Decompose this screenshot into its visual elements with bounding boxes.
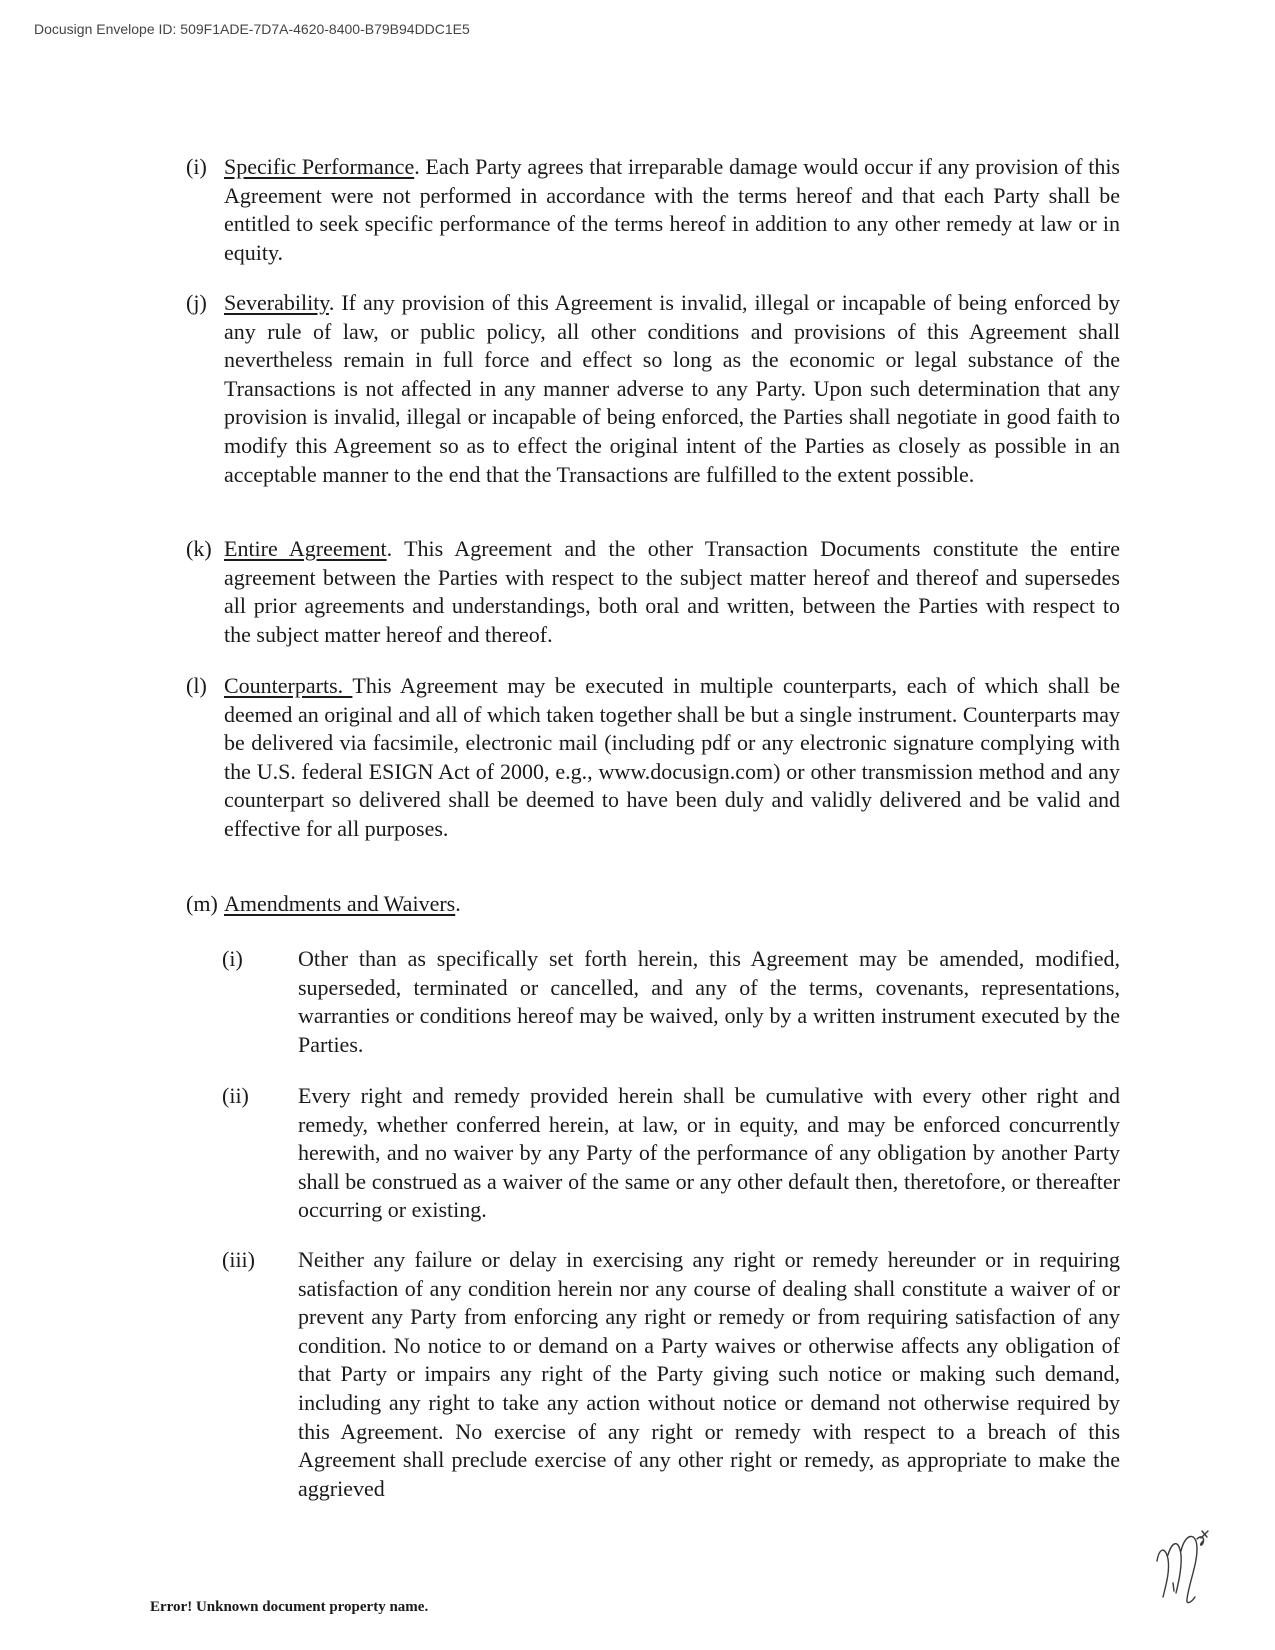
section-heading: Counterparts. [224,673,353,698]
footer-property-error: Error! Unknown document property name. [150,1599,429,1615]
section-text: This Agreement may be executed in multiple counterparts, each of which shall be deemed an original and all of which taken together shall be but a single instrument. Counterparts may be delivered via facsimile, electronic mail (including pdf or any electronic signature complying with the U.S. federal ESIGN Act of 2000, e.g., www.docusign.com) or other transmission method and any counterpart so delivered shall be deemed to have been duly and validly delivered and be valid and effective for all purposes. [224,673,1120,841]
section-text: If any provision of this Agreement is invalid, illegal or incapable of being enforced by any rule of law, or public policy, all other conditions and provisions of this Agreement shall nevertheless remain in full force and effect so long as the economic or legal substance of the Transactions is not affected in any manner adverse to any Party. Upon such determination that any provision is invalid, illegal or incapable of being enforced, the Parties shall negotiate in good faith to modify this Agreement so as to effect the original intent of the Parties as closely as possible in an acceptable manner to the end that the Transactions are fulfilled to the extent possible. [224,290,1120,487]
section-k-entire-agreement [186,535,1120,649]
section-l-counterparts [186,672,1120,844]
subsection-label: (iii) [222,1247,255,1272]
section-m-amendments-and-waivers [186,890,1120,919]
section-label: (l) [186,673,207,698]
section-body [224,153,1120,267]
section-heading: Specific Performance [224,154,415,179]
section-label: (j) [186,290,207,315]
section-label: (i) [186,154,207,179]
section-label: (k) [186,536,212,561]
section-heading: Amendments and Waivers [224,891,456,916]
subsection-label: (ii) [222,1083,249,1108]
envelope-id: Docusign Envelope ID: 509F1ADE-7D7A-4620-8400-B79B94DDC1E5 [34,21,470,37]
subsection-i [222,945,1120,1059]
section-body [224,535,1120,649]
heading-punct: . [386,536,393,561]
heading-punct: . [455,891,461,916]
section-heading: Severability [224,290,329,315]
section-label: (m) [186,891,218,916]
subsection-label: (i) [222,946,243,971]
handwritten-initials [1153,1525,1245,1605]
heading-punct: . [414,154,420,179]
subsection-text: Every right and remedy provided herein shall be cumulative with every other right and remedy, whether conferred herein, at law, or in equity, and may be enforced concurrently herewith, and no waiver by any Party of the performance of any obligation by another Party shall be construed as a waiver of the same or any other default then, theretofore, or thereafter occurring or existing. [298,1083,1120,1223]
section-body [224,672,1120,844]
subsection-ii [222,1082,1120,1225]
section-j-severability [186,289,1120,489]
subsection-iii [222,1246,1120,1503]
section-text: Each Party agrees that irreparable damage would occur if any provision of this Agreement were not performed in accordance with the terms hereof and that each Party shall be entitled to seek specific performance of the terms hereof in addition to any other remedy at law or in equity. [224,154,1120,265]
subsection-text: Neither any failure or delay in exercising any right or remedy hereunder or in requiring satisfaction of any condition herein nor any course of dealing shall constitute a waiver of or prevent any Party from enforcing any right or remedy or from requiring satisfaction of any condition. No notice to or demand on a Party waives or otherwise affects any obligation of that Party or impairs any right of the Party giving such notice or making such demand, including any right to take any action without notice or demand not otherwise required by this Agreement. No exercise of any right or remedy with respect to a breach of this Agreement shall preclude exercise of any other right or remedy, as appropriate to make the aggrieved [298,1247,1120,1501]
subsection-text: Other than as specifically set forth herein, this Agreement may be amended, modified, superseded, terminated or cancelled, and any of the terms, covenants, representations, warranties or conditions hereof may be waived, only by a written instrument executed by the Parties. [298,946,1120,1057]
section-heading: Entire Agreement [224,536,387,561]
section-text: This Agreement and the other Transaction Documents constitute the entire agreement between the Parties with respect to the subject matter hereof and thereof and supersedes all prior agreements and understandings, both oral and written, between the Parties with respect to the subject matter hereof and thereof. [224,536,1121,647]
section-body [224,289,1120,489]
section-body [224,890,1120,919]
section-i-specific-performance [186,153,1120,267]
heading-punct: . [328,290,335,315]
